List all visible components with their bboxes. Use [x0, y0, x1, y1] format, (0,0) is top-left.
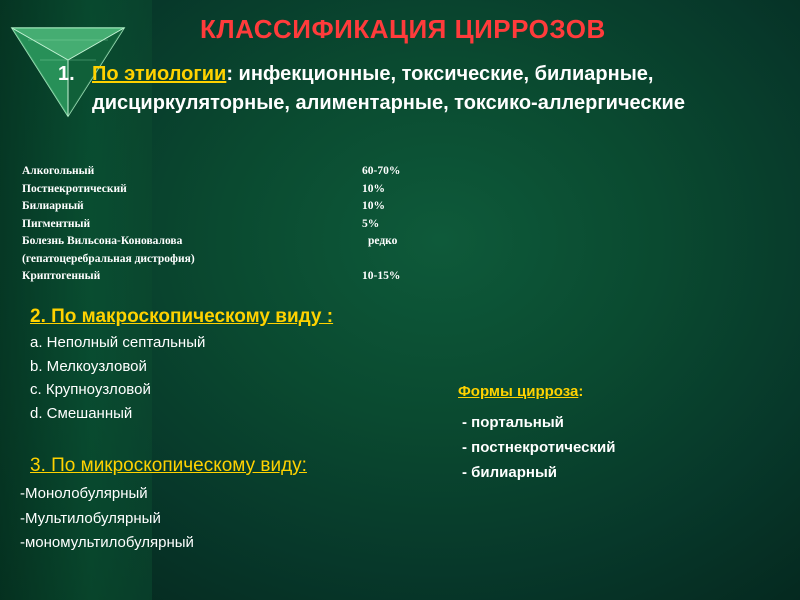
- list-item: c. Крупноузловой: [30, 381, 151, 398]
- list-item: a. Неполный септальный: [30, 334, 206, 351]
- row-name: Криптогенный: [22, 270, 101, 282]
- etiology-section: [58, 60, 758, 118]
- etiology-frequency-table: [22, 163, 442, 286]
- row-name: Билиарный: [22, 200, 84, 212]
- list-item: b. Мелкоузловой: [30, 357, 147, 375]
- row-name: Болезнь Вильсона-Коновалова: [22, 235, 183, 247]
- list-item: -мономультилобулярный: [20, 534, 194, 551]
- etiology-text: : инфекционные, токсические, билиарные, дисциркуляторные, алиментарные, токсико-аллергические: [92, 63, 685, 114]
- microscopic-heading: 3. По микроскопическому виду:: [30, 455, 307, 476]
- etiology-heading: По этиологии: [92, 63, 227, 85]
- row-value: 10-15%: [362, 270, 401, 282]
- row-name: Постнекротический: [22, 182, 127, 195]
- table-row: [22, 198, 442, 216]
- table-row: [22, 233, 442, 251]
- microscopic-list: [20, 482, 194, 556]
- row-name: Алкогольный: [22, 165, 95, 177]
- row-value: 5%: [362, 217, 380, 230]
- etiology-number: 1.: [58, 63, 75, 85]
- macroscopic-heading: 2. По макроскопическому виду :: [30, 306, 334, 327]
- macroscopic-list: [30, 331, 205, 425]
- forms-heading-colon: :: [578, 383, 584, 400]
- cirrhosis-forms-heading: [458, 383, 583, 400]
- list-item: - портальный: [462, 414, 564, 431]
- table-row: [22, 163, 442, 181]
- forms-heading-text: Формы цирроза: [458, 383, 579, 400]
- row-value: 60-70%: [362, 165, 401, 177]
- row-value: 10%: [362, 200, 385, 212]
- row-name: Пигментный: [22, 217, 91, 230]
- list-item: - билиарный: [462, 464, 557, 481]
- table-row: [22, 251, 442, 269]
- row-value: редко: [368, 235, 398, 247]
- page-title: КЛАССИФИКАЦИЯ ЦИРРОЗОВ: [200, 14, 606, 44]
- table-row: [22, 181, 442, 199]
- etiology-body: [92, 60, 758, 118]
- list-item: -Монолобулярный: [20, 485, 148, 502]
- list-item: -Мультилобулярный: [20, 509, 161, 527]
- list-item: d. Смешанный: [30, 404, 133, 422]
- row-value: 10%: [362, 182, 385, 195]
- cirrhosis-forms-list: [462, 410, 615, 485]
- row-name: (гепатоцеребральная дистрофия): [22, 252, 195, 265]
- list-item: - постнекротический: [462, 439, 616, 456]
- table-row: [22, 216, 442, 234]
- table-row: [22, 268, 442, 286]
